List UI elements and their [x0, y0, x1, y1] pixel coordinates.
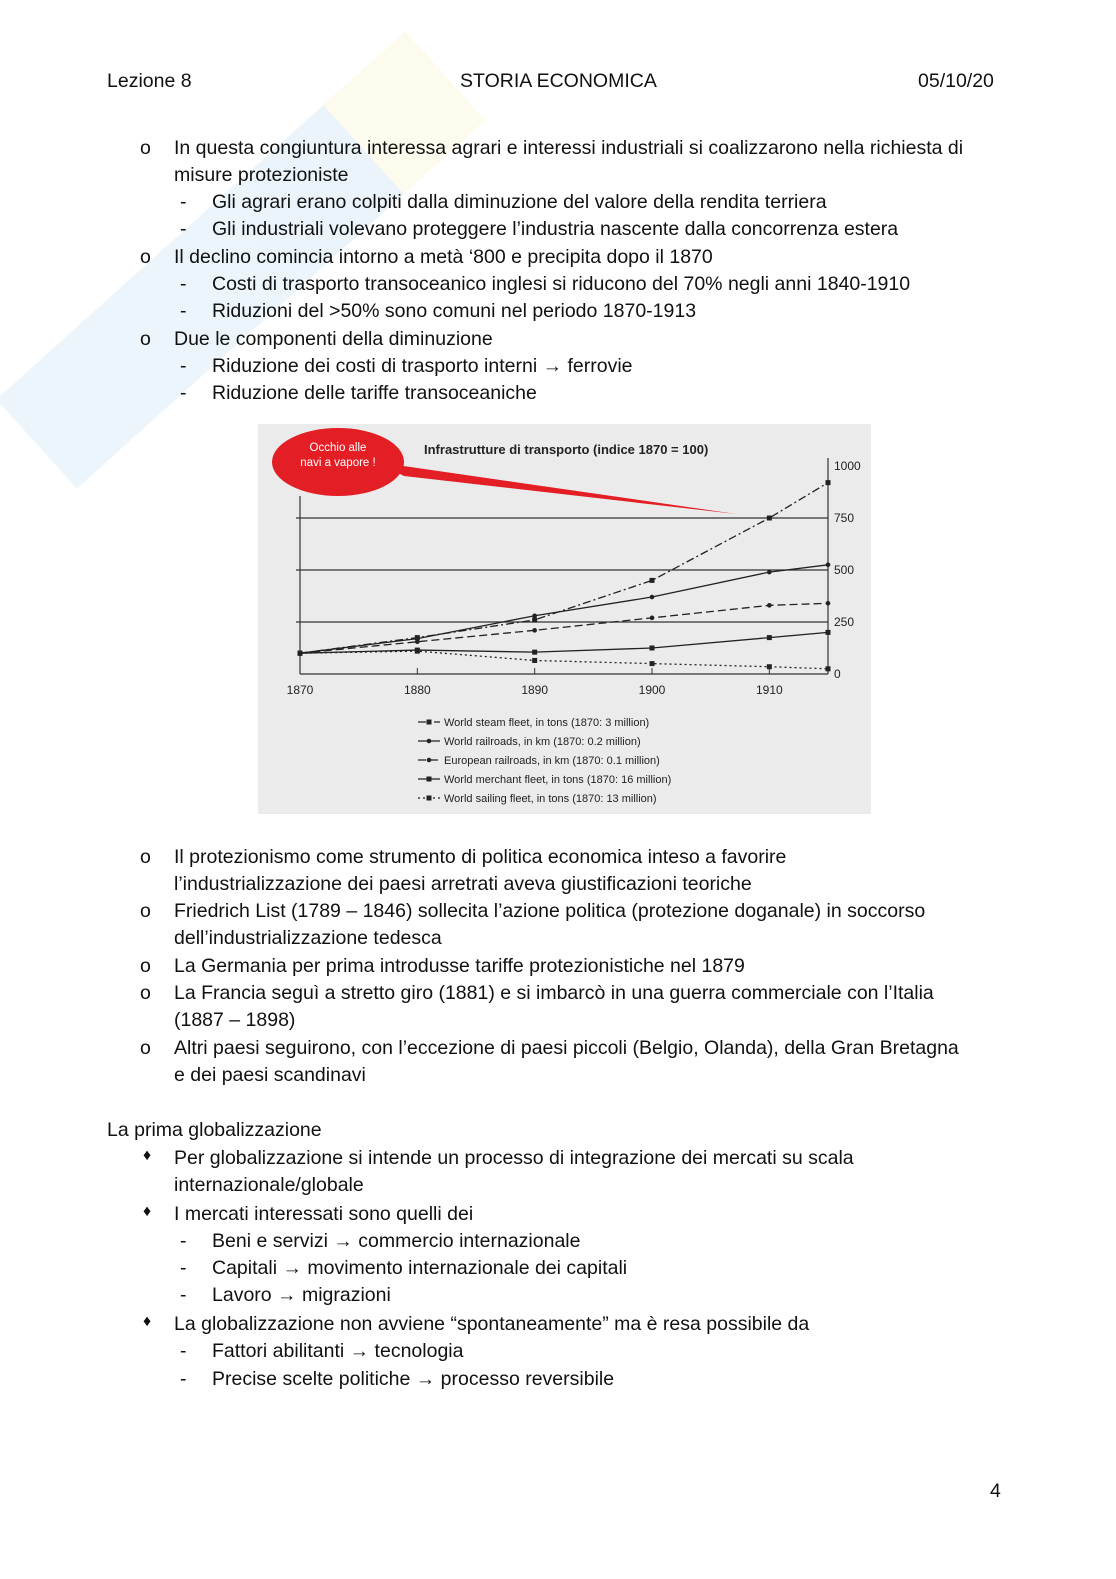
data-point [826, 630, 831, 635]
data-point [532, 617, 537, 622]
bullet-dash: - [180, 191, 187, 213]
sub-item: Fattori abilitanti → tecnologia [212, 1340, 464, 1362]
sub-item: Beni e servizi → commercio internazionale [212, 1230, 581, 1252]
data-point [415, 649, 420, 654]
bullet-circle: o [140, 982, 151, 1004]
list-item: La Germania per prima introdusse tariffe protezionistiche nel 1879 [174, 955, 745, 977]
bullet-diamond: ♦ [143, 1147, 152, 1164]
legend-label: World steam fleet, in tons (1870: 3 million) [444, 717, 650, 729]
y-tick-label: 500 [834, 563, 855, 577]
bullet-dash: - [180, 1230, 187, 1252]
data-point [532, 613, 537, 618]
x-tick-label: 1910 [755, 683, 783, 697]
bullet-circle: o [140, 137, 151, 159]
list-item: La globalizzazione non avviene “spontaneamente” ma è resa possibile da [174, 1313, 810, 1335]
sub-item: Gli industriali volevano proteggere l’industria nascente dalla concorrenza estera [212, 218, 899, 240]
data-point [767, 516, 772, 521]
callout-text-2: navi a vapore ! [300, 457, 376, 469]
sub-item: Riduzione dei costi di trasporto interni → ferrovie [212, 355, 633, 377]
data-point [826, 666, 831, 671]
data-point [532, 628, 537, 633]
legend-label: European railroads, in km (1870: 0.1 million) [444, 755, 660, 767]
data-point [650, 661, 655, 666]
y-tick-label: 1000 [834, 459, 861, 473]
sub-item: Capitali → movimento internazionale dei capitali [212, 1257, 628, 1279]
bullet-circle: o [140, 846, 151, 868]
y-tick-label: 250 [834, 615, 855, 629]
data-point [767, 635, 772, 640]
legend-marker [427, 796, 432, 801]
data-point [650, 578, 655, 583]
page-number: 4 [990, 1480, 1001, 1502]
legend-marker [427, 720, 432, 725]
list-item-cont: dell’industrializzazione tedesca [174, 927, 442, 949]
list-item-cont: e dei paesi scandinavi [174, 1064, 366, 1086]
list-item: Il declino comincia intorno a metà ‘800 e precipita dopo il 1870 [174, 246, 713, 268]
legend-label: World railroads, in km (1870: 0.2 million) [444, 736, 641, 748]
bullet-circle: o [140, 900, 151, 922]
bullet-diamond: ♦ [143, 1313, 152, 1330]
bullet-dash: - [180, 218, 187, 240]
x-tick-label: 1900 [638, 683, 666, 697]
list-item: La Francia seguì a stretto giro (1881) e si imbarcò in una guerra commerciale con l’Italia [174, 982, 934, 1004]
chart-title: Infrastrutture di transporto (indice 1870 = 100) [424, 442, 709, 457]
chart-svg [258, 424, 871, 814]
data-point [532, 658, 537, 663]
sub-item: Costi di trasporto transoceanico inglesi si riducono del 70% negli anni 1840-1910 [212, 273, 911, 295]
legend-label: World merchant fleet, in tons (1870: 16 million) [444, 774, 672, 786]
bullet-diamond: ♦ [143, 1203, 152, 1220]
section-heading: La prima globalizzazione [107, 1119, 322, 1141]
data-point [650, 595, 655, 600]
bullet-dash: - [180, 273, 187, 295]
sub-item: Gli agrari erano colpiti dalla diminuzione del valore della rendita terriera [212, 191, 827, 213]
data-point [826, 563, 831, 568]
bullet-circle: o [140, 1037, 151, 1059]
callout-text-1: Occhio alle [309, 442, 367, 454]
data-point [826, 480, 831, 485]
data-point [532, 650, 537, 655]
bullet-dash: - [180, 1340, 187, 1362]
list-item-cont: l’industrializzazione dei paesi arretrati aveva giustificazioni teoriche [174, 873, 752, 895]
sub-item: Riduzione delle tariffe transoceaniche [212, 382, 537, 404]
data-point [767, 570, 772, 575]
legend-marker [427, 739, 432, 744]
legend-marker [427, 758, 432, 763]
sub-item: Precise scelte politiche → processo reversibile [212, 1368, 615, 1390]
list-item: Il protezionismo come strumento di politica economica inteso a favorire [174, 846, 787, 868]
bullet-circle: o [140, 246, 151, 268]
y-tick-label: 0 [834, 667, 841, 681]
header-lesson: Lezione 8 [107, 70, 192, 92]
bullet-dash: - [180, 355, 187, 377]
bullet-dash: - [180, 1368, 187, 1390]
header-title: STORIA ECONOMICA [460, 70, 657, 92]
data-point [826, 601, 831, 606]
data-point [415, 639, 420, 644]
list-item: Per globalizzazione si intende un processo di integrazione dei mercati su scala [174, 1147, 854, 1169]
y-tick-label: 750 [834, 511, 855, 525]
list-item: Friedrich List (1789 – 1846) sollecita l’azione politica (protezione doganale) in soccorso [174, 900, 926, 922]
list-item-cont: internazionale/globale [174, 1174, 364, 1196]
header-date: 05/10/20 [918, 70, 994, 92]
bullet-dash: - [180, 300, 187, 322]
bullet-dash: - [180, 382, 187, 404]
list-item: I mercati interessati sono quelli dei [174, 1203, 474, 1225]
list-item-cont: misure protezioniste [174, 164, 349, 186]
sub-item: Riduzioni del >50% sono comuni nel periodo 1870-1913 [212, 300, 697, 322]
data-point [767, 603, 772, 608]
x-tick-label: 1890 [521, 683, 549, 697]
bullet-dash: - [180, 1257, 187, 1279]
data-point [650, 616, 655, 621]
sub-item: Lavoro → migrazioni [212, 1284, 391, 1306]
bullet-dash: - [180, 1284, 187, 1306]
bullet-circle: o [140, 328, 151, 350]
x-tick-label: 1880 [403, 683, 431, 697]
data-point [298, 651, 303, 656]
list-item: Altri paesi seguirono, con l’eccezione di paesi piccoli (Belgio, Olanda), della Gran Bretagna [174, 1037, 959, 1059]
data-point [650, 646, 655, 651]
transport-chart [258, 424, 871, 814]
legend-label: World sailing fleet, in tons (1870: 13 million) [444, 793, 657, 805]
list-item: In questa congiuntura interessa agrari e interessi industriali si coalizzarono nella richiesta di [174, 137, 964, 159]
legend-marker [427, 777, 432, 782]
list-item-cont: (1887 – 1898) [174, 1009, 296, 1031]
x-tick-label: 1870 [286, 683, 314, 697]
bullet-circle: o [140, 955, 151, 977]
list-item: Due le componenti della diminuzione [174, 328, 493, 350]
